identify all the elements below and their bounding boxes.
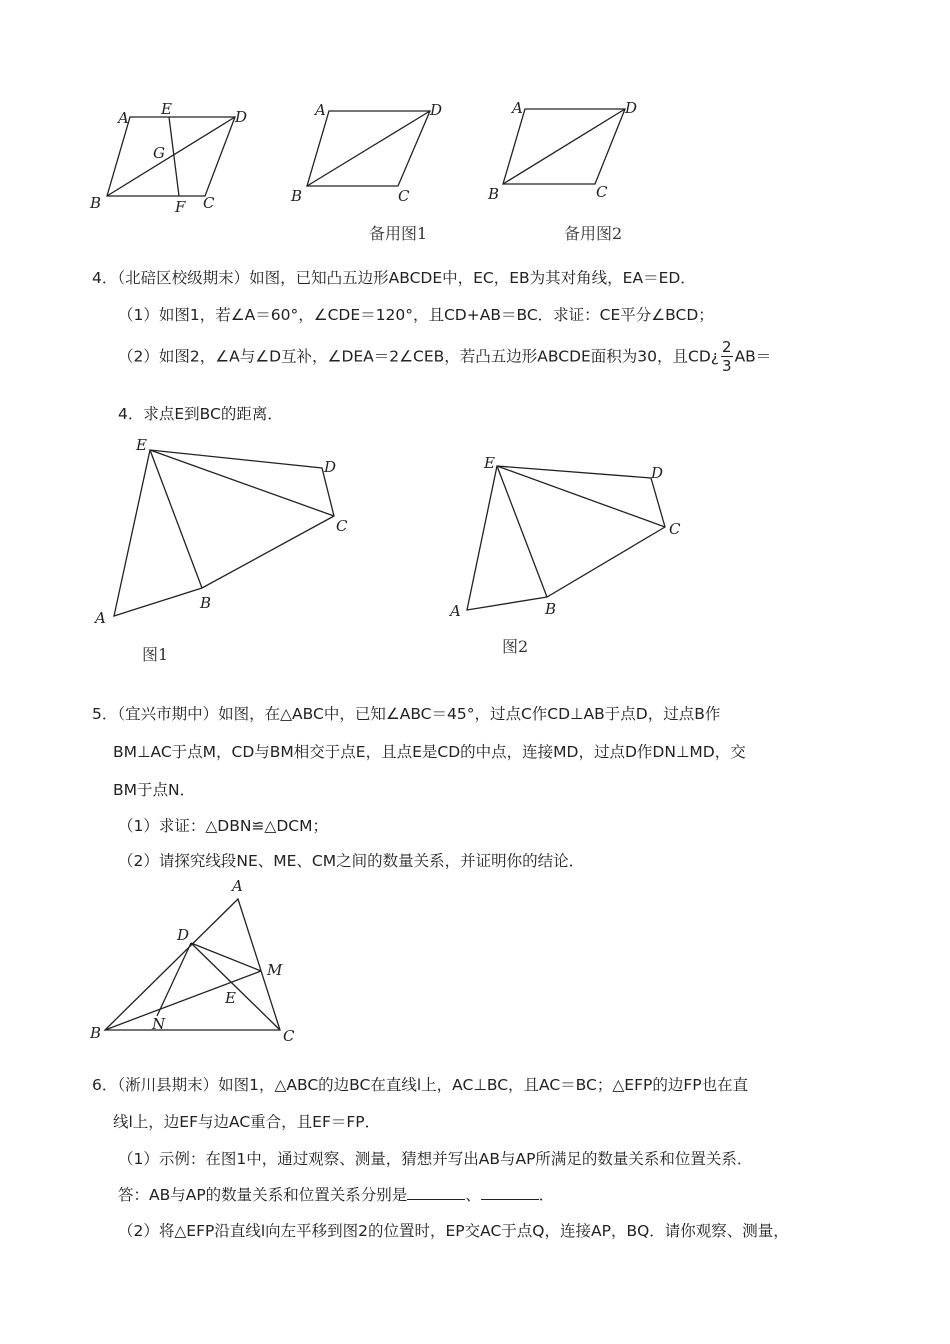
label-e: E xyxy=(225,989,236,1007)
q5-triangle-figure xyxy=(85,875,315,1050)
label-d: D xyxy=(651,464,664,482)
segment-bm xyxy=(105,971,261,1030)
answer-separator: 、 xyxy=(465,1186,481,1204)
q4-part1: （1）如图1，若∠A＝60°，∠CDE＝120°，且CD+AB＝BC．求证：CE平分∠BCD； xyxy=(118,306,714,324)
answer-end: ． xyxy=(538,1186,555,1204)
label-c: C xyxy=(283,1027,295,1045)
label-b: B xyxy=(291,187,303,205)
caption-figure-1: 图1 xyxy=(142,645,169,664)
label-c: C xyxy=(398,187,410,205)
label-d: D xyxy=(235,108,248,126)
q6-line1: 6．（淅川县期末）如图1，△ABC的边BC在直线l上，AC⊥BC，且AC＝BC；△EFP的边FP也在直 xyxy=(92,1076,749,1094)
label-d: D xyxy=(430,101,443,119)
parallelogram-figure-main xyxy=(85,100,265,220)
label-a: A xyxy=(512,99,523,117)
label-e: E xyxy=(136,436,147,454)
label-c: C xyxy=(669,520,681,538)
label-e: E xyxy=(161,100,172,118)
diagonal-ec-2 xyxy=(497,466,665,527)
q4-part2 xyxy=(118,340,771,374)
q5-part1: （1）求证：△DBN≌△DCM； xyxy=(118,817,328,835)
q5-part2: （2）请探究线段NE、ME、CM之间的数量关系，并证明你的结论． xyxy=(118,852,585,870)
watermark xyxy=(300,729,382,796)
segment-md xyxy=(191,943,261,971)
caption-backup-2: 备用图2 xyxy=(564,224,623,243)
label-d: D xyxy=(625,99,638,117)
diagonal-eb-2 xyxy=(497,466,547,597)
label-b: B xyxy=(545,600,557,618)
q5-line1: 5．（宜兴市期中）如图，在△ABC中，已知∠ABC＝45°，过点C作CD⊥AB于点D，过点B作 xyxy=(92,705,721,723)
q4-figure-2 xyxy=(445,450,705,670)
q5-line2: BM⊥AC于点M，CD与BM相交于点E，且点E是CD的中点，连接MD，过点D作DN⊥MD，交 xyxy=(113,743,746,761)
label-g: G xyxy=(153,144,165,162)
q4-figure-1 xyxy=(90,430,360,670)
q4-header: 4．（北碚区校级期末）如图，已知凸五边形ABCDE中，EC，EB为其对角线，EA＝ED． xyxy=(92,269,696,287)
label-n: N xyxy=(152,1015,166,1033)
q4-part2-text: （2）如图2，∠A与∠D互补，∠DEA＝2∠CEB，若凸五边形ABCDE面积为30，且CD¿ xyxy=(118,347,720,366)
label-b: B xyxy=(488,185,500,203)
label-a: A xyxy=(95,609,106,627)
fraction-two-thirds xyxy=(721,340,733,374)
answer-blank-1[interactable] xyxy=(407,1185,465,1200)
q6-answer-text: 答：AB与AP的数量关系和位置关系分别是 xyxy=(118,1186,408,1204)
answer-blank-2[interactable] xyxy=(481,1185,539,1200)
label-a: A xyxy=(118,109,129,127)
label-e: E xyxy=(484,454,495,472)
q4-part2-line2: 4．求点E到BC的距离． xyxy=(118,405,283,423)
q6-part2: （2）将△EFP沿直线l向左平移到图2的位置时，EP交AC于点Q，连接AP，BQ．请你观察、测量， xyxy=(118,1222,789,1240)
diagonal-eb-1 xyxy=(150,450,202,588)
label-d: D xyxy=(177,926,190,944)
label-b: B xyxy=(200,594,212,612)
label-c: C xyxy=(203,194,215,212)
q5-line3: BM于点N． xyxy=(113,781,196,799)
q6-answer xyxy=(118,1183,554,1205)
caption-backup-1: 备用图1 xyxy=(369,224,428,243)
label-a: A xyxy=(450,602,461,620)
label-m: M xyxy=(267,961,283,979)
backup-figure-2 xyxy=(485,95,665,245)
label-c: C xyxy=(336,517,348,535)
label-f: F xyxy=(175,198,186,216)
backup-figure-1 xyxy=(285,95,465,245)
q6-line2: 线l上，边EF与边AC重合，且EF＝FP． xyxy=(113,1113,381,1131)
label-b: B xyxy=(90,194,102,212)
pentagon-abcde-1 xyxy=(114,450,337,616)
fraction-numerator: 2 xyxy=(722,338,732,356)
label-a: A xyxy=(232,877,243,895)
label-a: A xyxy=(315,101,326,119)
fraction-denominator: 3 xyxy=(722,357,732,375)
pentagon-abcde-2 xyxy=(467,466,665,610)
caption-figure-2: 图2 xyxy=(502,637,529,656)
q4-part2-tail: AB＝ xyxy=(734,347,772,366)
triangle-abc xyxy=(105,899,280,1030)
label-b: B xyxy=(90,1024,102,1042)
label-d: D xyxy=(324,458,337,476)
label-c: C xyxy=(596,183,608,201)
q6-part1: （1）示例：在图1中，通过观察、测量，猜想并写出AB与AP所满足的数量关系和位置关系． xyxy=(118,1150,753,1168)
segment-dn xyxy=(157,943,191,1016)
